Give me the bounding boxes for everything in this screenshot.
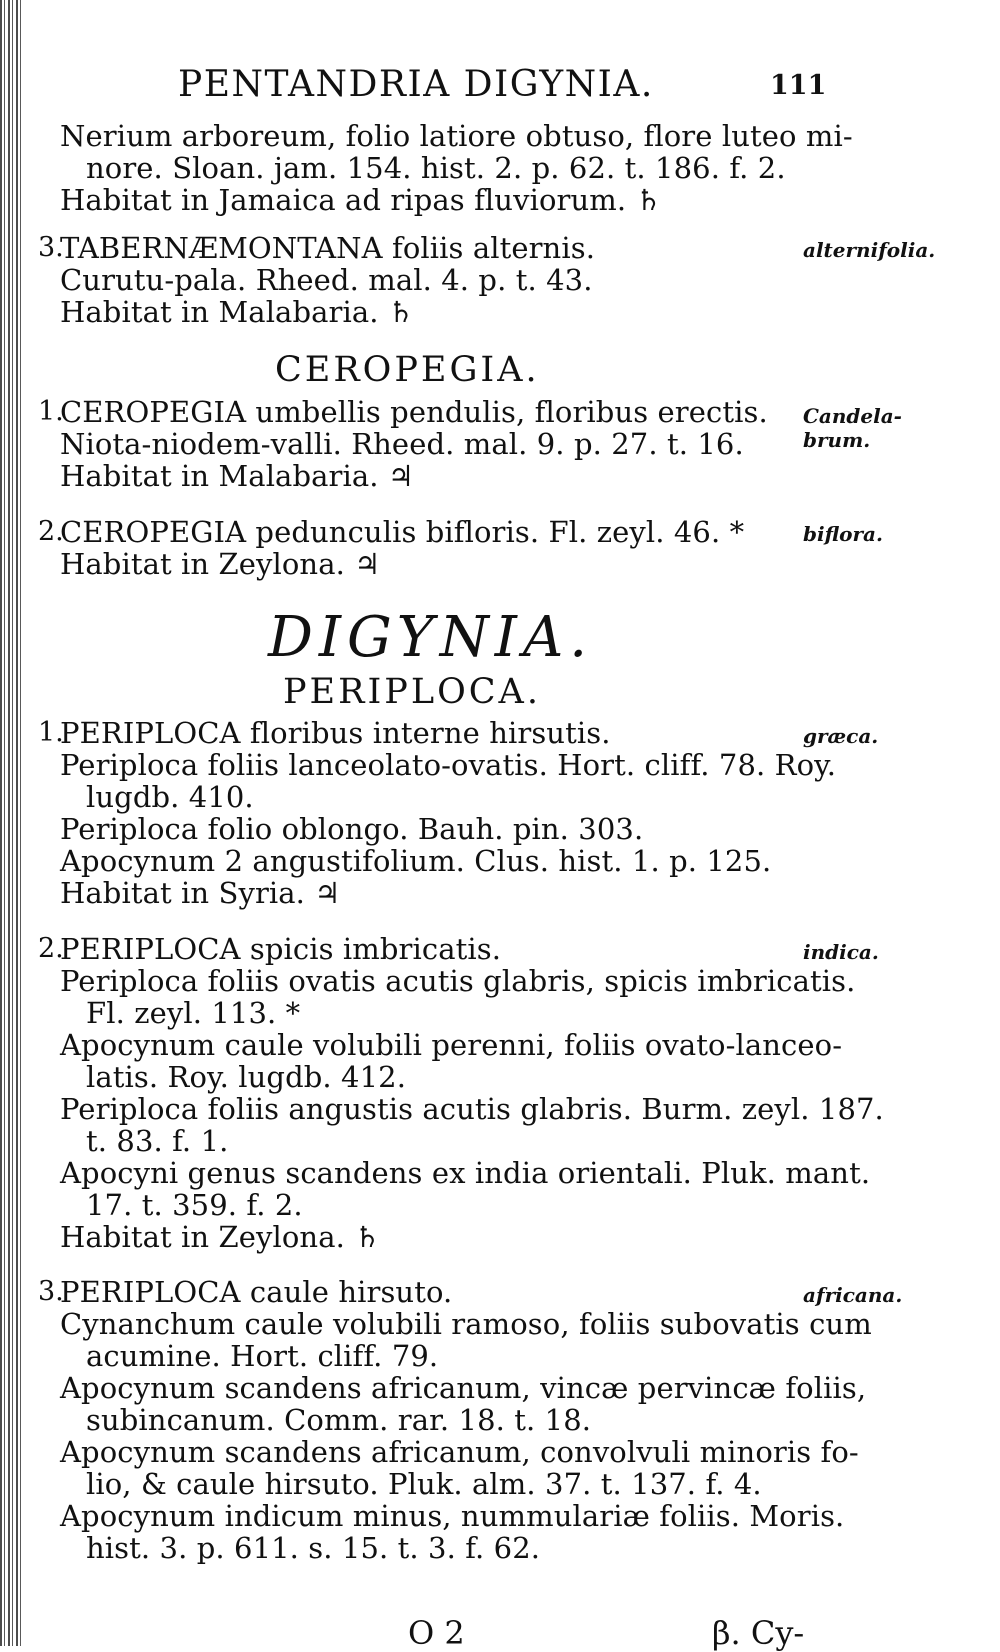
signature-mark: O 2 bbox=[408, 1614, 465, 1652]
entry-line: Niota-niodem-valli. Rheed. mal. 9. p. 27. t. 16. bbox=[60, 427, 744, 461]
species-number: 1. bbox=[38, 396, 64, 427]
species-number: 2. bbox=[38, 933, 64, 964]
entry-line: Habitat in Jamaica ad ripas fluviorum. ♄ bbox=[60, 183, 662, 217]
entry-line: Habitat in Syria. ♃ bbox=[60, 876, 341, 910]
entry-line: nore. Sloan. jam. 154. hist. 2. p. 62. t. 186. f. 2. bbox=[86, 151, 786, 185]
entry-line: t. 83. f. 1. bbox=[86, 1124, 229, 1158]
entry-line: Apocynum scandens africanum, vincæ pervincæ foliis, bbox=[60, 1371, 867, 1405]
entry-line: Habitat in Malabaria. ♃ bbox=[60, 459, 414, 493]
margin-epithet: alternifolia. bbox=[803, 238, 936, 262]
margin-epithet: biflora. bbox=[803, 522, 883, 546]
species-name: PERIPLOCA spicis imbricatis. bbox=[60, 932, 502, 966]
species-name: CEROPEGIA umbellis pendulis, floribus erectis. bbox=[60, 395, 768, 429]
entry-line: Periploca foliis angustis acutis glabris. Burm. zeyl. 187. bbox=[60, 1092, 884, 1126]
entry-line: Periploca foliis ovatis acutis glabris, spicis imbricatis. bbox=[60, 964, 856, 998]
species-number: 3. bbox=[38, 232, 64, 263]
running-title: PENTANDRIA DIGYNIA. bbox=[178, 64, 654, 105]
entry-line: lugdb. 410. bbox=[86, 780, 254, 814]
genus-heading: PERIPLOCA. bbox=[283, 672, 541, 712]
entry-line: lio, & caule hirsuto. Pluk. alm. 37. t. 137. f. 4. bbox=[86, 1467, 762, 1501]
order-heading: DIGYNIA. bbox=[268, 605, 594, 670]
species-name: PERIPLOCA floribus interne hirsutis. bbox=[60, 716, 611, 750]
species-name: PERIPLOCA caule hirsuto. bbox=[60, 1275, 453, 1309]
entry-line: Periploca foliis lanceolato-ovatis. Hort. cliff. 78. Roy. bbox=[60, 748, 837, 782]
entry-line: Apocyni genus scandens ex india orientali. Pluk. mant. bbox=[60, 1156, 871, 1190]
species-number: 1. bbox=[38, 717, 64, 748]
margin-epithet: Candela- brum. bbox=[803, 404, 902, 452]
page-number: 111 bbox=[770, 70, 827, 101]
species-name: TABERNÆMONTANA foliis alternis. bbox=[60, 231, 596, 265]
margin-epithet: africana. bbox=[803, 1283, 903, 1307]
species-number: 3. bbox=[38, 1276, 64, 1307]
catchword: β. Cy- bbox=[712, 1614, 805, 1652]
entry-line: Fl. zeyl. 113. * bbox=[86, 996, 301, 1030]
entry-line: Habitat in Zeylona. ♃ bbox=[60, 547, 381, 581]
entry-line: Cynanchum caule volubili ramoso, foliis subovatis cum bbox=[60, 1307, 872, 1341]
species-number: 2. bbox=[38, 516, 64, 547]
margin-epithet: græca. bbox=[803, 724, 879, 748]
entry-line: Nerium arboreum, folio latiore obtuso, flore luteo mi- bbox=[60, 119, 853, 153]
entry-line: 17. t. 359. f. 2. bbox=[86, 1188, 303, 1222]
margin-epithet: indica. bbox=[803, 940, 879, 964]
entry-line: Habitat in Zeylona. ♄ bbox=[60, 1220, 381, 1254]
entry-line: Apocynum scandens africanum, convolvuli minoris fo- bbox=[60, 1435, 859, 1469]
entry-line: Apocynum 2 angustifolium. Clus. hist. 1. p. 125. bbox=[60, 844, 772, 878]
entry-line: Apocynum indicum minus, nummulariæ foliis. Moris. bbox=[60, 1499, 845, 1533]
entry-line: hist. 3. p. 611. s. 15. t. 3. f. 62. bbox=[86, 1531, 541, 1565]
genus-heading: CEROPEGIA. bbox=[275, 350, 540, 390]
species-name: CEROPEGIA pedunculis bifloris. Fl. zeyl. 46. * bbox=[60, 515, 745, 549]
entry-line: Curutu-pala. Rheed. mal. 4. p. t. 43. bbox=[60, 263, 593, 297]
entry-line: Apocynum caule volubili perenni, foliis ovato-lanceo- bbox=[60, 1028, 843, 1062]
entry-line: latis. Roy. lugdb. 412. bbox=[86, 1060, 407, 1094]
entry-line: Habitat in Malabaria. ♄ bbox=[60, 295, 414, 329]
entry-line: acumine. Hort. cliff. 79. bbox=[86, 1339, 439, 1373]
page-gutter-shadow bbox=[0, 0, 22, 1646]
entry-line: Periploca folio oblongo. Bauh. pin. 303. bbox=[60, 812, 644, 846]
entry-line: subincanum. Comm. rar. 18. t. 18. bbox=[86, 1403, 592, 1437]
